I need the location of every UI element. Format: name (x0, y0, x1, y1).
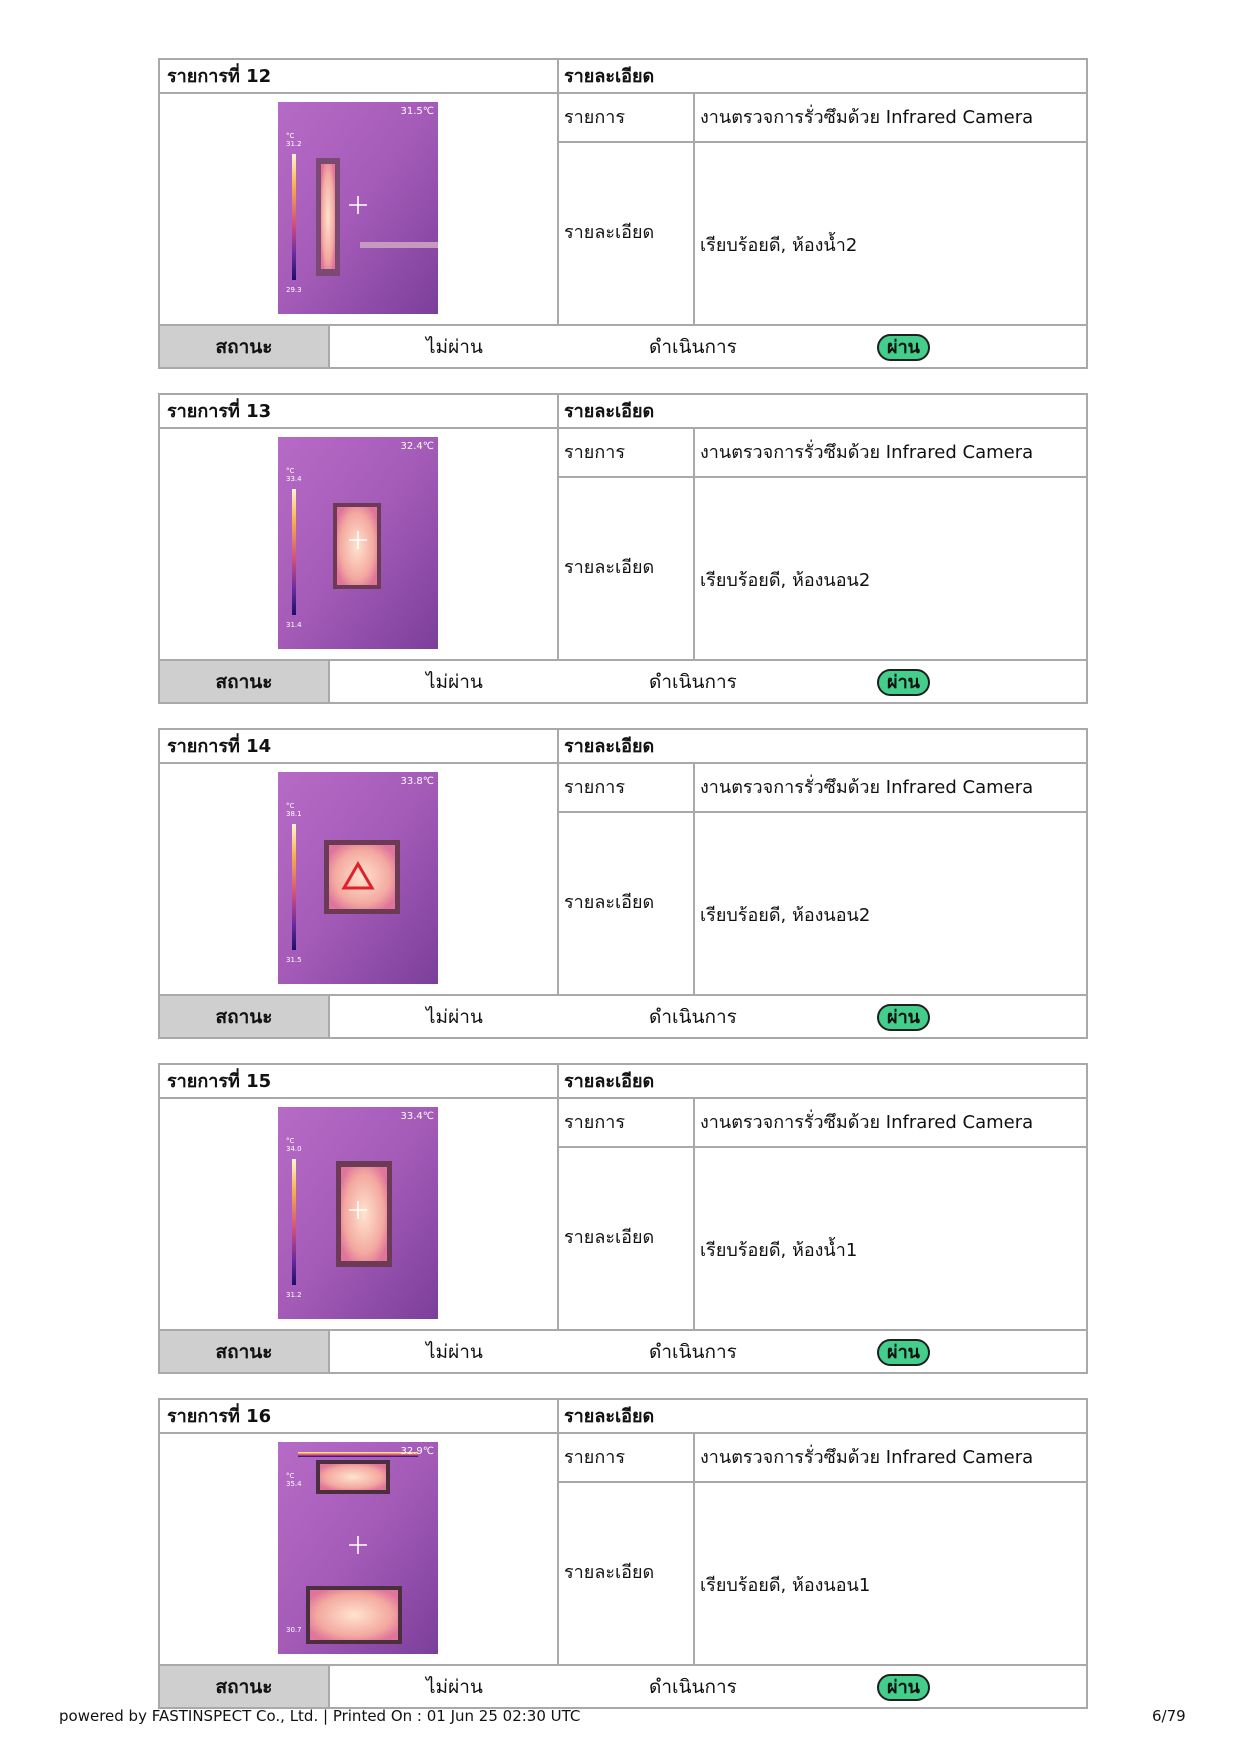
details-header: รายละเอียด (564, 1071, 655, 1092)
thermal-image (278, 772, 438, 984)
window-glass (337, 507, 377, 585)
status-label-cell (160, 996, 328, 1037)
status-option-fail: ไม่ผ่าน (426, 1676, 483, 1698)
status-option-in-progress: ดำเนินการ (649, 1676, 737, 1698)
status-option-fail: ไม่ผ่าน (426, 336, 483, 358)
item-title: รายการที่ 15 (167, 1071, 272, 1092)
inspection-card (158, 1398, 1088, 1709)
scale-unit-label: °C (286, 802, 295, 810)
thermal-photo-svg (278, 437, 438, 649)
scale-top-value: 31.2 (286, 140, 302, 148)
towel-bar (360, 242, 438, 248)
status-pass-badge: ผ่าน (877, 669, 930, 696)
row-details-value: เรียบร้อยดี, ห้องนอน1 (700, 1575, 871, 1596)
row-details-label: รายละเอียด (564, 1227, 655, 1248)
max-temperature-readout: 33.4℃ (400, 1111, 434, 1122)
thermal-photo-svg (278, 1442, 438, 1654)
details-header: รายละเอียด (564, 401, 655, 422)
scale-bottom-value: 31.2 (286, 1291, 302, 1299)
scale-unit-label: °C (286, 132, 295, 140)
row-details-label: รายละเอียด (564, 557, 655, 578)
thermal-photo-svg (278, 1107, 438, 1319)
inspection-card (158, 1063, 1088, 1374)
item-title: รายการที่ 16 (167, 1406, 272, 1427)
status-label-cell (160, 661, 328, 702)
status-pass-badge: ผ่าน (877, 334, 930, 361)
max-temperature-readout: 32.4℃ (400, 441, 434, 452)
status-option-fail: ไม่ผ่าน (426, 1341, 483, 1363)
row-item-label: รายการ (564, 1112, 625, 1133)
inspection-card (158, 58, 1088, 369)
temperature-scale-bar (292, 824, 296, 950)
scale-top-value: 38.1 (286, 810, 302, 818)
row-item-label: รายการ (564, 107, 625, 128)
row-item-value: งานตรวจการรั่วซึมด้วย Infrared Camera (700, 777, 1034, 798)
thermal-image (278, 102, 438, 314)
status-label: สถานะ (215, 336, 273, 358)
footer-page-number: 6/79 (1152, 1707, 1186, 1725)
row-item-label: รายการ (564, 1447, 625, 1468)
row-item-value: งานตรวจการรั่วซึมด้วย Infrared Camera (700, 1447, 1034, 1468)
status-option-fail: ไม่ผ่าน (426, 671, 483, 693)
window-glass (341, 1167, 387, 1261)
item-title: รายการที่ 12 (167, 66, 272, 87)
row-details-label: รายละเอียด (564, 1562, 655, 1583)
scale-top-value: 35.4 (286, 1480, 302, 1488)
window-glass (310, 1590, 398, 1640)
scale-unit-label: °C (286, 1137, 295, 1145)
thermal-image (278, 1442, 438, 1654)
scale-bottom-value: 30.7 (286, 1626, 302, 1634)
scale-bottom-value: 29.3 (286, 286, 302, 294)
status-label: สถานะ (215, 1341, 273, 1363)
item-title: รายการที่ 14 (167, 736, 272, 757)
status-pass-badge: ผ่าน (877, 1339, 930, 1366)
scale-bottom-value: 31.4 (286, 621, 302, 629)
status-label: สถานะ (215, 671, 273, 693)
status-option-fail: ไม่ผ่าน (426, 1006, 483, 1028)
item-title: รายการที่ 13 (167, 401, 272, 422)
status-pass-badge: ผ่าน (877, 1004, 930, 1031)
row-item-label: รายการ (564, 442, 625, 463)
status-option-in-progress: ดำเนินการ (649, 336, 737, 358)
inspection-card (158, 393, 1088, 704)
row-item-value: งานตรวจการรั่วซึมด้วย Infrared Camera (700, 107, 1034, 128)
thermal-image (278, 1107, 438, 1319)
details-header: รายละเอียด (564, 66, 655, 87)
temperature-scale-bar (292, 154, 296, 280)
thermal-image (278, 437, 438, 649)
details-header: รายละเอียด (564, 1406, 655, 1427)
max-temperature-readout: 31.5℃ (400, 106, 434, 117)
scale-bottom-value: 31.5 (286, 956, 302, 964)
row-details-value: เรียบร้อยดี, ห้องนอน2 (700, 905, 871, 926)
status-label: สถานะ (215, 1676, 273, 1698)
row-details-label: รายละเอียด (564, 892, 655, 913)
window-glass (321, 164, 335, 269)
max-temperature-readout: 32.9℃ (400, 1446, 434, 1457)
row-item-label: รายการ (564, 777, 625, 798)
thermal-photo-svg (278, 772, 438, 984)
status-option-in-progress: ดำเนินการ (649, 1341, 737, 1363)
row-details-value: เรียบร้อยดี, ห้องน้ำ1 (700, 1240, 858, 1261)
footer-printed-info: powered by FASTINSPECT Co., Ltd. | Printed On : 01 Jun 25 02:30 UTC (59, 1707, 581, 1725)
scale-top-value: 33.4 (286, 475, 302, 483)
window-glass-upper (320, 1464, 386, 1490)
inspection-card (158, 728, 1088, 1039)
status-option-in-progress: ดำเนินการ (649, 1006, 737, 1028)
status-option-in-progress: ดำเนินการ (649, 671, 737, 693)
status-label-cell (160, 1331, 328, 1372)
scale-top-value: 34.0 (286, 1145, 302, 1153)
max-temperature-readout: 33.8℃ (400, 776, 434, 787)
thermal-photo-svg (278, 102, 438, 314)
row-details-value: เรียบร้อยดี, ห้องนอน2 (700, 570, 871, 591)
row-item-value: งานตรวจการรั่วซึมด้วย Infrared Camera (700, 1112, 1034, 1133)
temperature-scale-bar (292, 489, 296, 615)
row-item-value: งานตรวจการรั่วซึมด้วย Infrared Camera (700, 442, 1034, 463)
status-label-cell (160, 326, 328, 367)
window-glass (329, 845, 395, 909)
row-details-value: เรียบร้อยดี, ห้องน้ำ2 (700, 235, 858, 256)
scale-unit-label: °C (286, 1472, 295, 1480)
temperature-scale-bar (292, 1159, 296, 1285)
status-label-cell (160, 1666, 328, 1707)
status-label: สถานะ (215, 1006, 273, 1028)
row-details-label: รายละเอียด (564, 222, 655, 243)
scale-unit-label: °C (286, 467, 295, 475)
details-header: รายละเอียด (564, 736, 655, 757)
status-pass-badge: ผ่าน (877, 1674, 930, 1701)
